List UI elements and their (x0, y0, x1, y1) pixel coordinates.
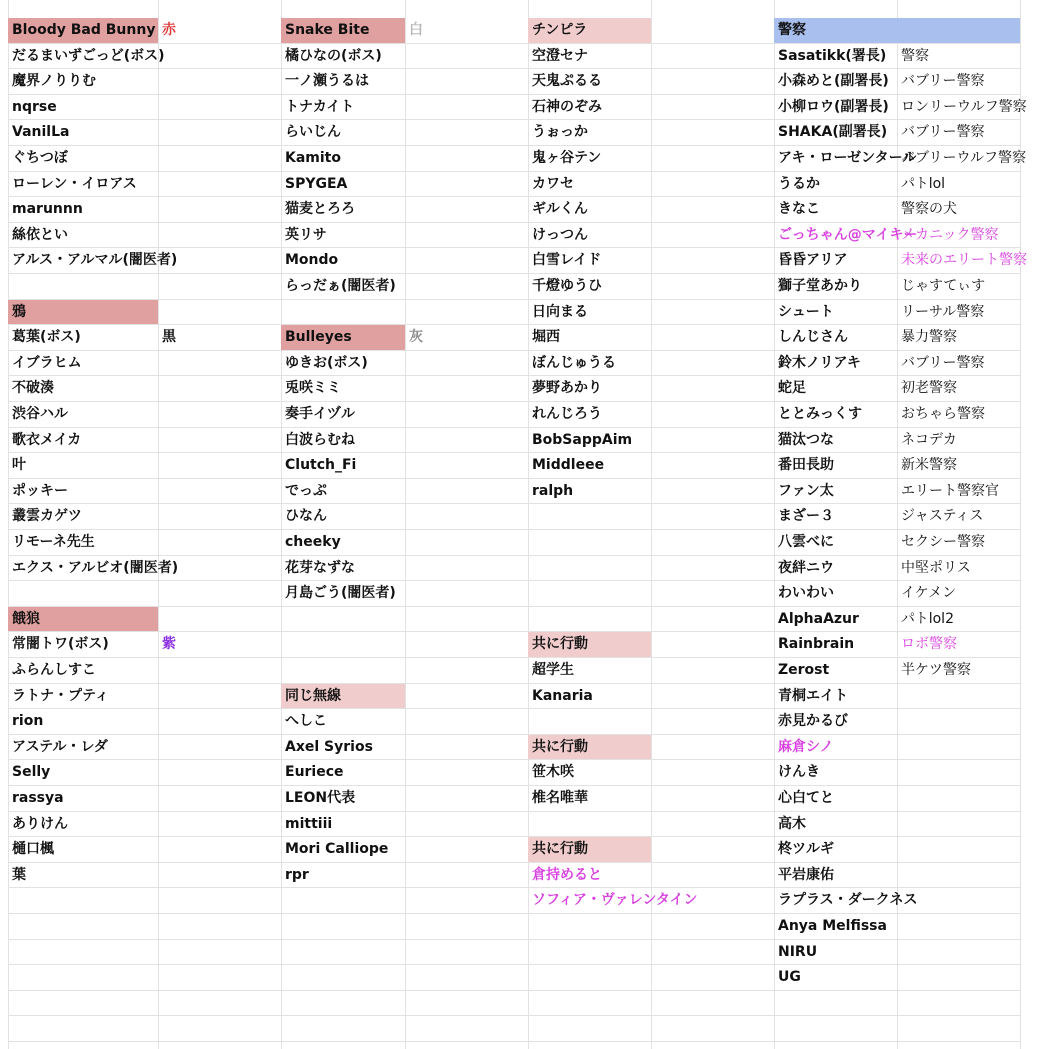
empty-cell[interactable] (158, 504, 281, 530)
empty-cell[interactable] (281, 658, 405, 684)
empty-cell[interactable] (651, 914, 774, 940)
police-member-name[interactable]: わいわい (774, 581, 897, 607)
police-member-name[interactable]: 蛇足 (774, 376, 897, 402)
police-member-role[interactable]: 半ケツ警察 (897, 658, 1020, 684)
police-member-name[interactable]: ラプラス・ダークネス (774, 888, 1020, 914)
empty-cell[interactable] (158, 581, 281, 607)
member-cell[interactable]: 堀西 (528, 325, 774, 351)
police-member-name[interactable]: アキ・ローゼンタール (774, 146, 897, 172)
police-member-role[interactable]: 暴力警察 (897, 325, 1020, 351)
group-color-label[interactable]: 黒 (158, 325, 281, 351)
empty-cell[interactable] (158, 965, 281, 991)
empty-cell[interactable] (158, 735, 281, 761)
member-cell[interactable]: rpr (281, 863, 528, 889)
group-color-label[interactable]: 紫 (158, 632, 281, 658)
police-member-name[interactable]: 鈴木ノリアキ (774, 351, 897, 377)
police-member-role[interactable]: ロンリーウルフ警察 (897, 95, 1020, 121)
empty-cell[interactable] (158, 300, 281, 326)
police-member-role[interactable]: セクシー警察 (897, 530, 1020, 556)
empty-cell[interactable] (281, 940, 405, 966)
empty-cell[interactable] (281, 607, 405, 633)
group-header-together[interactable]: 共に行動 (528, 735, 651, 761)
member-cell[interactable]: 日向まる (528, 300, 774, 326)
empty-cell[interactable] (8, 1016, 158, 1042)
member-cell[interactable]: rion (8, 709, 158, 735)
empty-cell[interactable] (158, 274, 281, 300)
police-member-role[interactable]: 未来のエリート警察 (897, 248, 1020, 274)
empty-cell[interactable] (158, 914, 281, 940)
member-cell[interactable]: mittiii (281, 812, 528, 838)
member-cell[interactable]: Kamito (281, 146, 528, 172)
empty-cell[interactable] (158, 607, 281, 633)
empty-cell[interactable] (405, 965, 528, 991)
empty-cell[interactable] (8, 581, 158, 607)
member-cell[interactable]: 月島ごう(闇医者) (281, 581, 528, 607)
member-cell[interactable]: 叶 (8, 453, 158, 479)
police-member-name[interactable]: ととみっくす (774, 402, 897, 428)
police-member-name[interactable]: うるか (774, 172, 897, 198)
member-cell[interactable]: 歌衣メイカ (8, 428, 158, 454)
member-cell[interactable]: Mondo (281, 248, 528, 274)
empty-cell[interactable] (8, 965, 158, 991)
empty-cell[interactable] (405, 684, 528, 710)
member-cell[interactable]: ふらんしすこ (8, 658, 158, 684)
empty-cell[interactable] (405, 940, 528, 966)
member-cell[interactable]: Middleee (528, 453, 774, 479)
member-cell[interactable]: 千燈ゆうひ (528, 274, 774, 300)
police-member-name[interactable]: けんき (774, 760, 1020, 786)
empty-cell[interactable] (651, 1016, 774, 1042)
empty-cell[interactable] (528, 1016, 651, 1042)
police-header-fill[interactable] (897, 18, 1020, 44)
police-member-role[interactable]: エリート警察官 (897, 479, 1020, 505)
group-header-together[interactable]: 共に行動 (528, 632, 651, 658)
empty-cell[interactable] (774, 991, 897, 1017)
group-header-bulleyes[interactable]: Bulleyes (281, 325, 405, 351)
member-cell[interactable]: 橘ひなの(ボス) (281, 44, 528, 70)
empty-cell[interactable] (651, 837, 774, 863)
police-member-name[interactable]: SHAKA(副署長) (774, 120, 897, 146)
police-member-name[interactable]: 獅子堂あかり (774, 274, 897, 300)
police-member-name[interactable]: 平岩康佑 (774, 863, 1020, 889)
group-header-garou[interactable]: 餓狼 (8, 607, 158, 633)
member-cell[interactable]: ソフィア・ヴァレンタイン (528, 888, 774, 914)
police-member-role[interactable]: バブリーウルフ警察 (897, 146, 1020, 172)
empty-cell[interactable] (651, 632, 774, 658)
member-cell[interactable]: イブラヒム (8, 351, 158, 377)
empty-cell[interactable] (158, 709, 281, 735)
group-header-police[interactable]: 警察 (774, 18, 897, 44)
empty-cell[interactable] (281, 888, 405, 914)
member-cell[interactable]: nqrse (8, 95, 281, 121)
member-cell[interactable]: Kanaria (528, 684, 774, 710)
member-cell[interactable]: 猫麦とろろ (281, 197, 528, 223)
police-member-name[interactable]: 昏昏アリア (774, 248, 897, 274)
member-cell[interactable]: LEON代表 (281, 786, 528, 812)
police-member-name[interactable]: AlphaAzur (774, 607, 897, 633)
empty-cell[interactable] (158, 376, 281, 402)
member-cell[interactable]: 白雪レイド (528, 248, 774, 274)
member-cell[interactable]: カワセ (528, 172, 774, 198)
police-member-name[interactable]: きなこ (774, 197, 897, 223)
member-cell[interactable]: 鬼ヶ谷テン (528, 146, 774, 172)
empty-cell[interactable] (8, 888, 158, 914)
member-cell[interactable]: cheeky (281, 530, 528, 556)
police-member-name[interactable]: 番田長助 (774, 453, 897, 479)
police-member-role[interactable]: パトlol2 (897, 607, 1020, 633)
empty-cell[interactable] (281, 965, 405, 991)
member-cell[interactable]: Selly (8, 760, 158, 786)
police-member-role[interactable]: バブリー警察 (897, 120, 1020, 146)
police-member-role[interactable]: バブリー警察 (897, 69, 1020, 95)
member-cell[interactable]: 椎名唯華 (528, 786, 774, 812)
group-header-bloody-bad-bunny[interactable]: Bloody Bad Bunny (8, 18, 158, 44)
empty-cell[interactable] (528, 965, 651, 991)
police-member-role[interactable]: ロボ警察 (897, 632, 1020, 658)
empty-cell[interactable] (528, 709, 651, 735)
empty-cell[interactable] (528, 940, 651, 966)
empty-cell[interactable] (405, 607, 528, 633)
empty-cell[interactable] (158, 888, 281, 914)
empty-cell[interactable] (158, 760, 281, 786)
empty-cell[interactable] (651, 504, 774, 530)
empty-cell[interactable] (528, 607, 651, 633)
member-cell[interactable]: ギルくん (528, 197, 774, 223)
member-cell[interactable]: Axel Syrios (281, 735, 528, 761)
group-header-snake-bite[interactable]: Snake Bite (281, 18, 405, 44)
empty-cell[interactable] (158, 786, 281, 812)
member-cell[interactable]: 叢雲カゲツ (8, 504, 158, 530)
member-cell[interactable]: れんじろう (528, 402, 774, 428)
member-cell[interactable]: ぐちつぼ (8, 146, 281, 172)
member-cell[interactable]: アステル・レダ (8, 735, 158, 761)
empty-cell[interactable] (158, 402, 281, 428)
empty-cell[interactable] (405, 914, 528, 940)
empty-cell[interactable] (651, 18, 774, 44)
empty-cell[interactable] (651, 991, 774, 1017)
member-cell[interactable]: ぼんじゅうる (528, 351, 774, 377)
police-member-role[interactable]: パトlol (897, 172, 1020, 198)
police-member-name[interactable]: 高木 (774, 812, 1020, 838)
member-cell[interactable]: 石神のぞみ (528, 95, 774, 121)
police-member-name[interactable]: ファン太 (774, 479, 897, 505)
empty-cell[interactable] (651, 735, 774, 761)
member-cell[interactable]: 魔界ノりりむ (8, 69, 281, 95)
member-cell[interactable]: ralph (528, 479, 774, 505)
empty-cell[interactable] (158, 351, 281, 377)
member-cell[interactable]: 不破湊 (8, 376, 158, 402)
group-color-label[interactable]: 灰 (405, 325, 528, 351)
empty-cell[interactable] (774, 1016, 897, 1042)
police-member-name[interactable]: 青桐エイト (774, 684, 1020, 710)
police-member-role[interactable]: 中堅ポリス (897, 556, 1020, 582)
empty-cell[interactable] (528, 581, 651, 607)
member-cell[interactable]: だるまいずごっど(ボス) (8, 44, 281, 70)
member-cell[interactable]: 天鬼ぷるる (528, 69, 774, 95)
member-cell[interactable]: けっつん (528, 223, 774, 249)
member-cell[interactable]: うぉっか (528, 120, 774, 146)
police-member-role[interactable]: 初老警察 (897, 376, 1020, 402)
police-member-name[interactable]: シュート (774, 300, 897, 326)
police-member-name[interactable]: Sasatikk(署長) (774, 44, 897, 70)
police-member-role[interactable]: イケメン (897, 581, 1020, 607)
member-cell[interactable]: リモーネ先生 (8, 530, 158, 556)
empty-cell[interactable] (651, 581, 774, 607)
police-member-name[interactable]: 麻倉シノ (774, 735, 1020, 761)
member-cell[interactable]: Mori Calliope (281, 837, 528, 863)
police-member-name[interactable]: しんじさん (774, 325, 897, 351)
empty-cell[interactable] (405, 991, 528, 1017)
member-cell[interactable]: 英リサ (281, 223, 528, 249)
empty-cell[interactable] (8, 274, 158, 300)
empty-cell[interactable] (158, 479, 281, 505)
member-cell[interactable]: 兎咲ミミ (281, 376, 528, 402)
empty-cell[interactable] (528, 914, 651, 940)
police-member-role[interactable]: 新米警察 (897, 453, 1020, 479)
police-member-name[interactable]: 猫汰つな (774, 428, 897, 454)
empty-cell[interactable] (281, 1016, 405, 1042)
police-member-name[interactable]: ごっちゃん@マイキー (774, 223, 897, 249)
empty-cell[interactable] (158, 684, 281, 710)
member-cell[interactable]: アルス・アルマル(闇医者) (8, 248, 281, 274)
empty-cell[interactable] (651, 965, 774, 991)
member-cell[interactable]: 樋口楓 (8, 837, 158, 863)
empty-cell[interactable] (158, 658, 281, 684)
empty-cell[interactable] (651, 530, 774, 556)
empty-cell[interactable] (528, 504, 651, 530)
member-cell[interactable]: 超学生 (528, 658, 774, 684)
member-cell[interactable]: へしこ (281, 709, 528, 735)
police-member-name[interactable]: Rainbrain (774, 632, 897, 658)
empty-cell[interactable] (158, 863, 281, 889)
empty-cell[interactable] (405, 658, 528, 684)
member-cell[interactable]: トナカイト (281, 95, 528, 121)
member-cell[interactable]: 花芽なずな (281, 556, 528, 582)
member-cell[interactable]: Clutch_Fi (281, 453, 528, 479)
empty-cell[interactable] (897, 991, 1020, 1017)
police-member-name[interactable]: Zerost (774, 658, 897, 684)
police-member-role[interactable]: 警察 (897, 44, 1020, 70)
member-cell[interactable]: ひなん (281, 504, 528, 530)
member-cell[interactable]: 葛葉(ボス) (8, 325, 158, 351)
member-cell[interactable]: ありけん (8, 812, 158, 838)
group-color-label[interactable]: 赤 (158, 18, 281, 44)
police-member-name[interactable]: まざー３ (774, 504, 897, 530)
empty-cell[interactable] (158, 428, 281, 454)
member-cell[interactable]: 常闇トワ(ボス) (8, 632, 158, 658)
police-member-name[interactable]: NIRU (774, 940, 1020, 966)
member-cell[interactable]: 夢野あかり (528, 376, 774, 402)
empty-cell[interactable] (8, 991, 158, 1017)
member-cell[interactable]: 絲依とい (8, 223, 281, 249)
empty-cell[interactable] (158, 837, 281, 863)
empty-cell[interactable] (897, 1016, 1020, 1042)
group-color-label[interactable]: 白 (405, 18, 528, 44)
member-cell[interactable]: SPYGEA (281, 172, 528, 198)
empty-cell[interactable] (281, 632, 405, 658)
police-member-name[interactable]: 柊ツルギ (774, 837, 1020, 863)
empty-cell[interactable] (158, 453, 281, 479)
police-member-name[interactable]: 赤見かるび (774, 709, 1020, 735)
police-member-role[interactable]: じゃすてぃす (897, 274, 1020, 300)
police-member-role[interactable]: おちゃら警察 (897, 402, 1020, 428)
member-cell[interactable]: らっだぁ(闇医者) (281, 274, 528, 300)
police-member-role[interactable]: バブリー警察 (897, 351, 1020, 377)
empty-cell[interactable] (651, 709, 774, 735)
empty-cell[interactable] (528, 530, 651, 556)
empty-cell[interactable] (405, 632, 528, 658)
member-cell[interactable]: 葉 (8, 863, 158, 889)
police-member-role[interactable]: メカニック警察 (897, 223, 1020, 249)
police-member-role[interactable]: 警察の犬 (897, 197, 1020, 223)
member-cell[interactable]: でっぷ (281, 479, 528, 505)
empty-cell[interactable] (405, 888, 528, 914)
empty-cell[interactable] (651, 812, 774, 838)
member-cell[interactable]: ポッキー (8, 479, 158, 505)
empty-cell[interactable] (158, 940, 281, 966)
empty-cell[interactable] (651, 556, 774, 582)
member-cell[interactable]: Euriece (281, 760, 528, 786)
member-cell[interactable]: エクス・アルビオ(闇医者) (8, 556, 158, 582)
empty-cell[interactable] (405, 300, 528, 326)
group-header-chinpira[interactable]: チンピラ (528, 18, 651, 44)
empty-cell[interactable] (158, 812, 281, 838)
empty-cell[interactable] (281, 300, 405, 326)
empty-cell[interactable] (651, 940, 774, 966)
empty-cell[interactable] (158, 530, 281, 556)
member-cell[interactable]: 笹木咲 (528, 760, 774, 786)
empty-cell[interactable] (651, 607, 774, 633)
police-member-name[interactable]: UG (774, 965, 1020, 991)
group-header-karasu[interactable]: 鴉 (8, 300, 158, 326)
member-cell[interactable]: 空澄セナ (528, 44, 774, 70)
member-cell[interactable]: ゆきお(ボス) (281, 351, 528, 377)
empty-cell[interactable] (158, 991, 281, 1017)
police-member-name[interactable]: 小森めと(副署長) (774, 69, 897, 95)
empty-cell[interactable] (158, 1016, 281, 1042)
police-member-name[interactable]: 小柳ロウ(副署長) (774, 95, 897, 121)
empty-cell[interactable] (281, 914, 405, 940)
member-cell[interactable]: 白波らむね (281, 428, 528, 454)
empty-cell[interactable] (528, 556, 651, 582)
police-member-name[interactable]: 夜絆ニウ (774, 556, 897, 582)
member-cell[interactable]: VanilLa (8, 120, 281, 146)
police-member-role[interactable]: ネコデカ (897, 428, 1020, 454)
member-cell[interactable]: rassya (8, 786, 158, 812)
empty-cell[interactable] (8, 914, 158, 940)
empty-cell[interactable] (281, 991, 405, 1017)
police-member-role[interactable]: リーサル警察 (897, 300, 1020, 326)
empty-cell[interactable] (528, 991, 651, 1017)
police-member-name[interactable]: 八雲べに (774, 530, 897, 556)
empty-cell[interactable] (405, 1016, 528, 1042)
member-cell[interactable]: ローレン・イロアス (8, 172, 281, 198)
police-member-name[interactable]: Anya Melfissa (774, 914, 1020, 940)
police-member-name[interactable]: 心白てと (774, 786, 1020, 812)
empty-cell[interactable] (8, 940, 158, 966)
group-header-together[interactable]: 共に行動 (528, 837, 651, 863)
member-cell[interactable]: らいじん (281, 120, 528, 146)
empty-cell[interactable] (528, 812, 651, 838)
member-cell[interactable]: BobSappAim (528, 428, 774, 454)
member-cell[interactable]: ラトナ・プティ (8, 684, 158, 710)
member-cell[interactable]: 倉持めると (528, 863, 774, 889)
police-member-role[interactable]: ジャスティス (897, 504, 1020, 530)
member-cell[interactable]: 一ノ瀬うるは (281, 69, 528, 95)
member-cell[interactable]: 奏手イヅル (281, 402, 528, 428)
member-cell[interactable]: marunnn (8, 197, 281, 223)
group-header-same-radio[interactable]: 同じ無線 (281, 684, 405, 710)
member-cell[interactable]: 渋谷ハル (8, 402, 158, 428)
